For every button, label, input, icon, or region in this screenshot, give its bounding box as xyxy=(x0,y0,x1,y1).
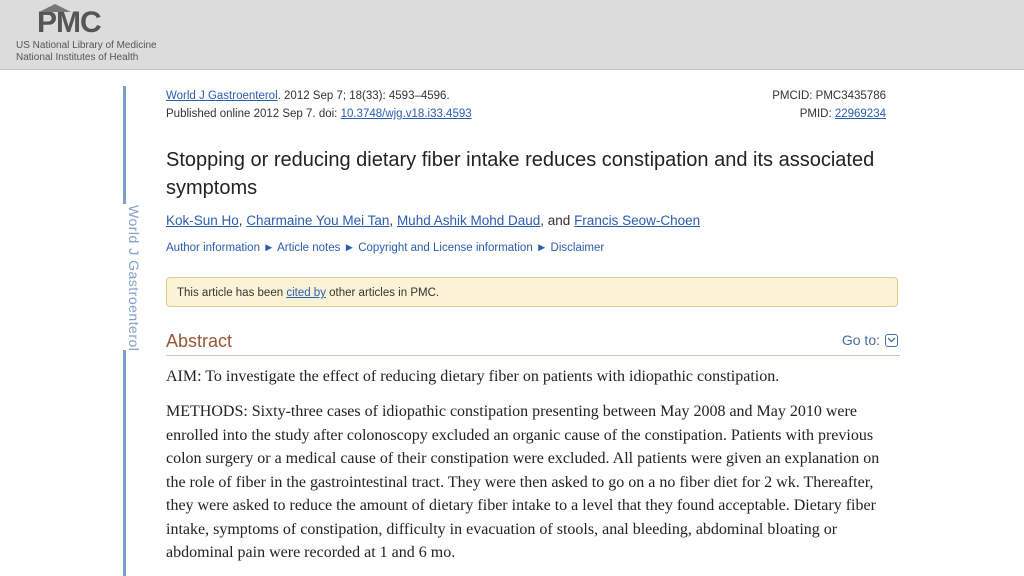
article-notes-link[interactable]: Article notes xyxy=(277,242,341,254)
abstract-methods: METHODS: Sixty-three cases of idiopathic constipation presenting between May 2008 and May 2010 were enrolled into the study after colonoscopy excluded an organic cause of the constipation. Patients with previous colon surgery or a medical cause of their constipation were excluded. All patients were given an explanation on the role of fiber in the gastrointestinal tract. They were then asked to go on a no fiber diet for 2 wk. Thereafter, they were asked to reduce the amount of dietary fiber intake to a level that they found acceptable. Dietary fiber intake, symptoms of constipation, difficulty in evacuation of stools, anal bleeding, abdominal bloating or abdominal pain were recorded at 1 and 6 mo. xyxy=(166,403,880,561)
abstract-divider xyxy=(166,355,900,356)
cited-by-text-before: This article has been xyxy=(177,287,287,299)
cited-by-notice xyxy=(166,277,898,307)
abstract-heading: Abstract xyxy=(166,331,233,351)
author-separator: , and xyxy=(540,213,575,228)
author-separator: , xyxy=(389,213,397,228)
pmcid: PMCID: PMC3435786 xyxy=(772,90,886,102)
pmid-link[interactable]: 22969234 xyxy=(834,108,886,120)
author-link[interactable]: Charmaine You Mei Tan xyxy=(246,213,390,228)
logo-roof-icon xyxy=(39,4,71,12)
published-text: Published online 2012 Sep 7. doi: xyxy=(166,108,341,120)
triangle-right-icon: ► xyxy=(263,242,275,254)
pmc-logo[interactable] xyxy=(37,6,101,38)
triangle-right-icon: ► xyxy=(535,242,548,254)
cited-by-link[interactable]: cited by xyxy=(286,287,326,299)
chevron-down-icon xyxy=(885,334,898,347)
article-title: Stopping or reducing dietary fiber intake reduces constipation and its associated symptoms xyxy=(166,149,875,199)
author-link[interactable]: Francis Seow-Choen xyxy=(574,213,701,228)
article-info-links xyxy=(166,241,604,255)
pmid-line xyxy=(800,107,886,121)
doi-link[interactable]: 10.3748/wjg.v18.i33.4593 xyxy=(340,108,472,120)
published-line xyxy=(166,107,472,121)
nlm-label[interactable]: US National Library of Medicine xyxy=(16,40,157,51)
goto-menu[interactable] xyxy=(842,332,898,348)
triangle-right-icon: ► xyxy=(343,242,355,254)
header-bar xyxy=(0,0,1024,70)
pmc-logo-text: PMC xyxy=(37,6,101,39)
author-link[interactable]: Muhd Ashik Mohd Daud xyxy=(396,213,541,228)
author-list xyxy=(166,212,700,230)
citation-line xyxy=(166,89,450,103)
pmid-label: PMID: xyxy=(799,108,835,120)
cited-by-text-after: other articles in PMC. xyxy=(325,287,440,299)
side-rule-bottom xyxy=(123,350,126,576)
side-rule-top xyxy=(123,86,126,204)
author-link[interactable]: Kok-Sun Ho xyxy=(166,213,239,228)
disclaimer-link[interactable]: Disclaimer xyxy=(550,242,605,254)
author-information-link[interactable]: Author information xyxy=(166,242,260,254)
side-journal-label[interactable]: World J Gastroenterol xyxy=(126,205,142,352)
copyright-link[interactable]: Copyright and License information xyxy=(358,242,533,254)
citation-issue: . 2012 Sep 7; 18(33): 4593–4596. xyxy=(277,90,450,102)
journal-link[interactable]: World J Gastroenterol xyxy=(166,90,278,102)
nih-label[interactable]: National Institutes of Health xyxy=(16,52,139,63)
abstract-aim: AIM: To investigate the effect of reducing dietary fiber on patients with idiopathic constipation. xyxy=(166,368,780,385)
goto-label: Go to: xyxy=(841,332,880,348)
author-separator: , xyxy=(238,213,247,228)
